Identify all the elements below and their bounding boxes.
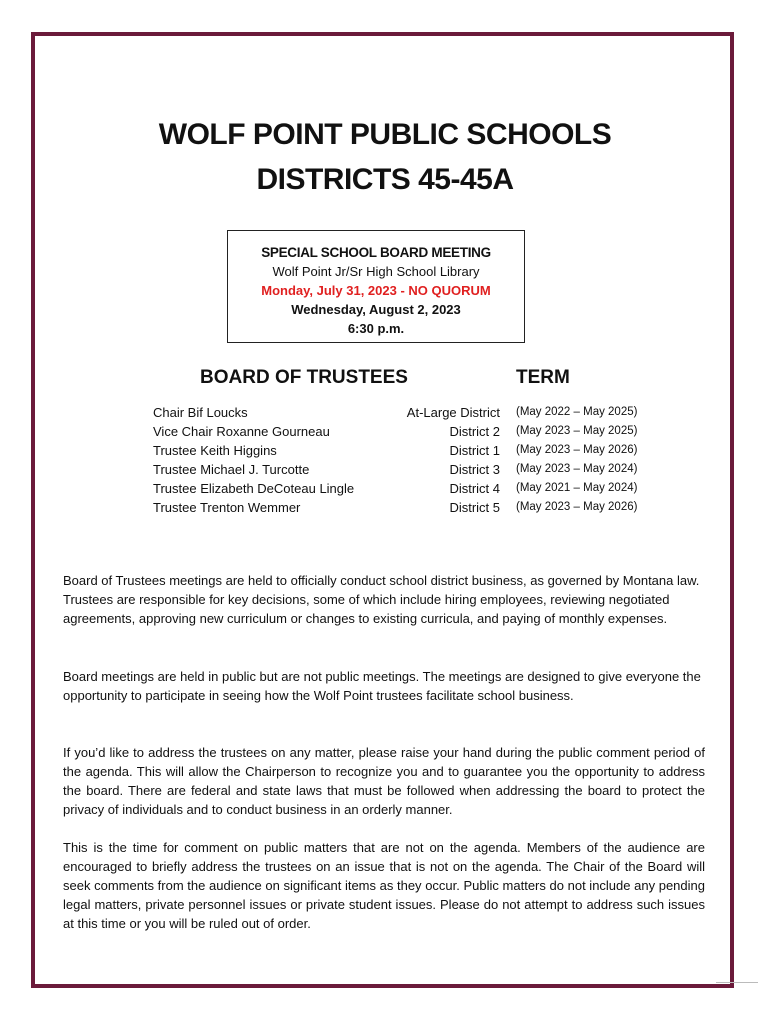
trustee-district: District 2	[449, 424, 500, 439]
trustee-term: (May 2023 – May 2026)	[516, 444, 638, 456]
trustee-district: District 4	[449, 481, 500, 496]
title-line-2: DISTRICTS 45-45A	[256, 163, 514, 196]
paragraph-address: If you’d like to address the trustees on any matter, please raise your hand during the public comment period of the agenda. This will allow the Chairperson to recognize you and to guarantee you the opportunity to address the board. There are federal and state laws that must be followed when addressing the board to protect the privacy of individuals and to conduct business in an orderly manner.	[63, 745, 705, 817]
trustee-row	[153, 462, 653, 481]
trustee-row	[153, 500, 653, 519]
trustee-row	[153, 424, 653, 443]
trustee-row	[153, 443, 653, 462]
trustee-term: (May 2023 – May 2026)	[516, 501, 638, 513]
trustee-name: Vice Chair Roxanne Gourneau	[153, 424, 330, 439]
trustee-district: At-Large District	[406, 405, 500, 420]
trustee-name: Trustee Michael J. Turcotte	[153, 462, 310, 477]
paragraph-comment: This is the time for comment on public matters that are not on the agenda. Members of the audience are encouraged to briefly address the trustees on an issue that is not on the agenda. The Chair of the Board will seek comments from the audience on significant items as they occur. Public matters do not include any pending legal matters, private personnel issues or private student issues. Please do not attempt to address such issues at this time or you will be ruled out of order.	[63, 840, 705, 931]
meeting-location: Wolf Point Jr/Sr High School Library	[272, 264, 480, 279]
trustee-district: District 1	[449, 443, 500, 458]
term-heading: TERM	[516, 367, 570, 388]
paragraph-purpose: Board of Trustees meetings are held to officially conduct school district business, as governed by Montana law. Trustees are responsible for key decisions, some of which include hiring employees, reviewing negotiated agreements, approving new curriculum or changes to existing curricula, and paying of monthly expenses.	[63, 573, 700, 626]
title-line-1: WOLF POINT PUBLIC SCHOOLS	[158, 118, 612, 151]
meeting-time: 6:30 p.m.	[347, 321, 405, 336]
trustee-term: (May 2023 – May 2024)	[516, 463, 638, 475]
board-heading: BOARD OF TRUSTEES	[200, 367, 408, 388]
meeting-info-box	[227, 230, 525, 343]
trustee-district: District 3	[449, 462, 500, 477]
trustee-district: District 5	[449, 500, 500, 515]
page-edge-mark	[716, 982, 758, 983]
paragraph-public: Board meetings are held in public but are not public meetings. The meetings are designed to give everyone the opportunity to participate in seeing how the Wolf Point trustees facilitate school business.	[63, 669, 701, 703]
trustee-row	[153, 405, 653, 424]
trustee-term: (May 2023 – May 2025)	[516, 425, 638, 437]
trustee-row	[153, 481, 653, 500]
trustee-name: Trustee Keith Higgins	[153, 443, 277, 458]
meeting-date: Wednesday, August 2, 2023	[291, 302, 461, 317]
trustee-name: Trustee Elizabeth DeCoteau Lingle	[153, 481, 355, 496]
cancelled-date: Monday, July 31, 2023 - NO QUORUM	[261, 283, 491, 298]
trustee-term: (May 2021 – May 2024)	[516, 482, 638, 494]
trustee-term: (May 2022 – May 2025)	[516, 406, 638, 418]
meeting-heading: SPECIAL SCHOOL BOARD MEETING	[261, 245, 491, 260]
trustee-name: Chair Bif Loucks	[153, 405, 248, 420]
trustee-list	[153, 405, 653, 519]
trustee-name: Trustee Trenton Wemmer	[153, 500, 301, 515]
